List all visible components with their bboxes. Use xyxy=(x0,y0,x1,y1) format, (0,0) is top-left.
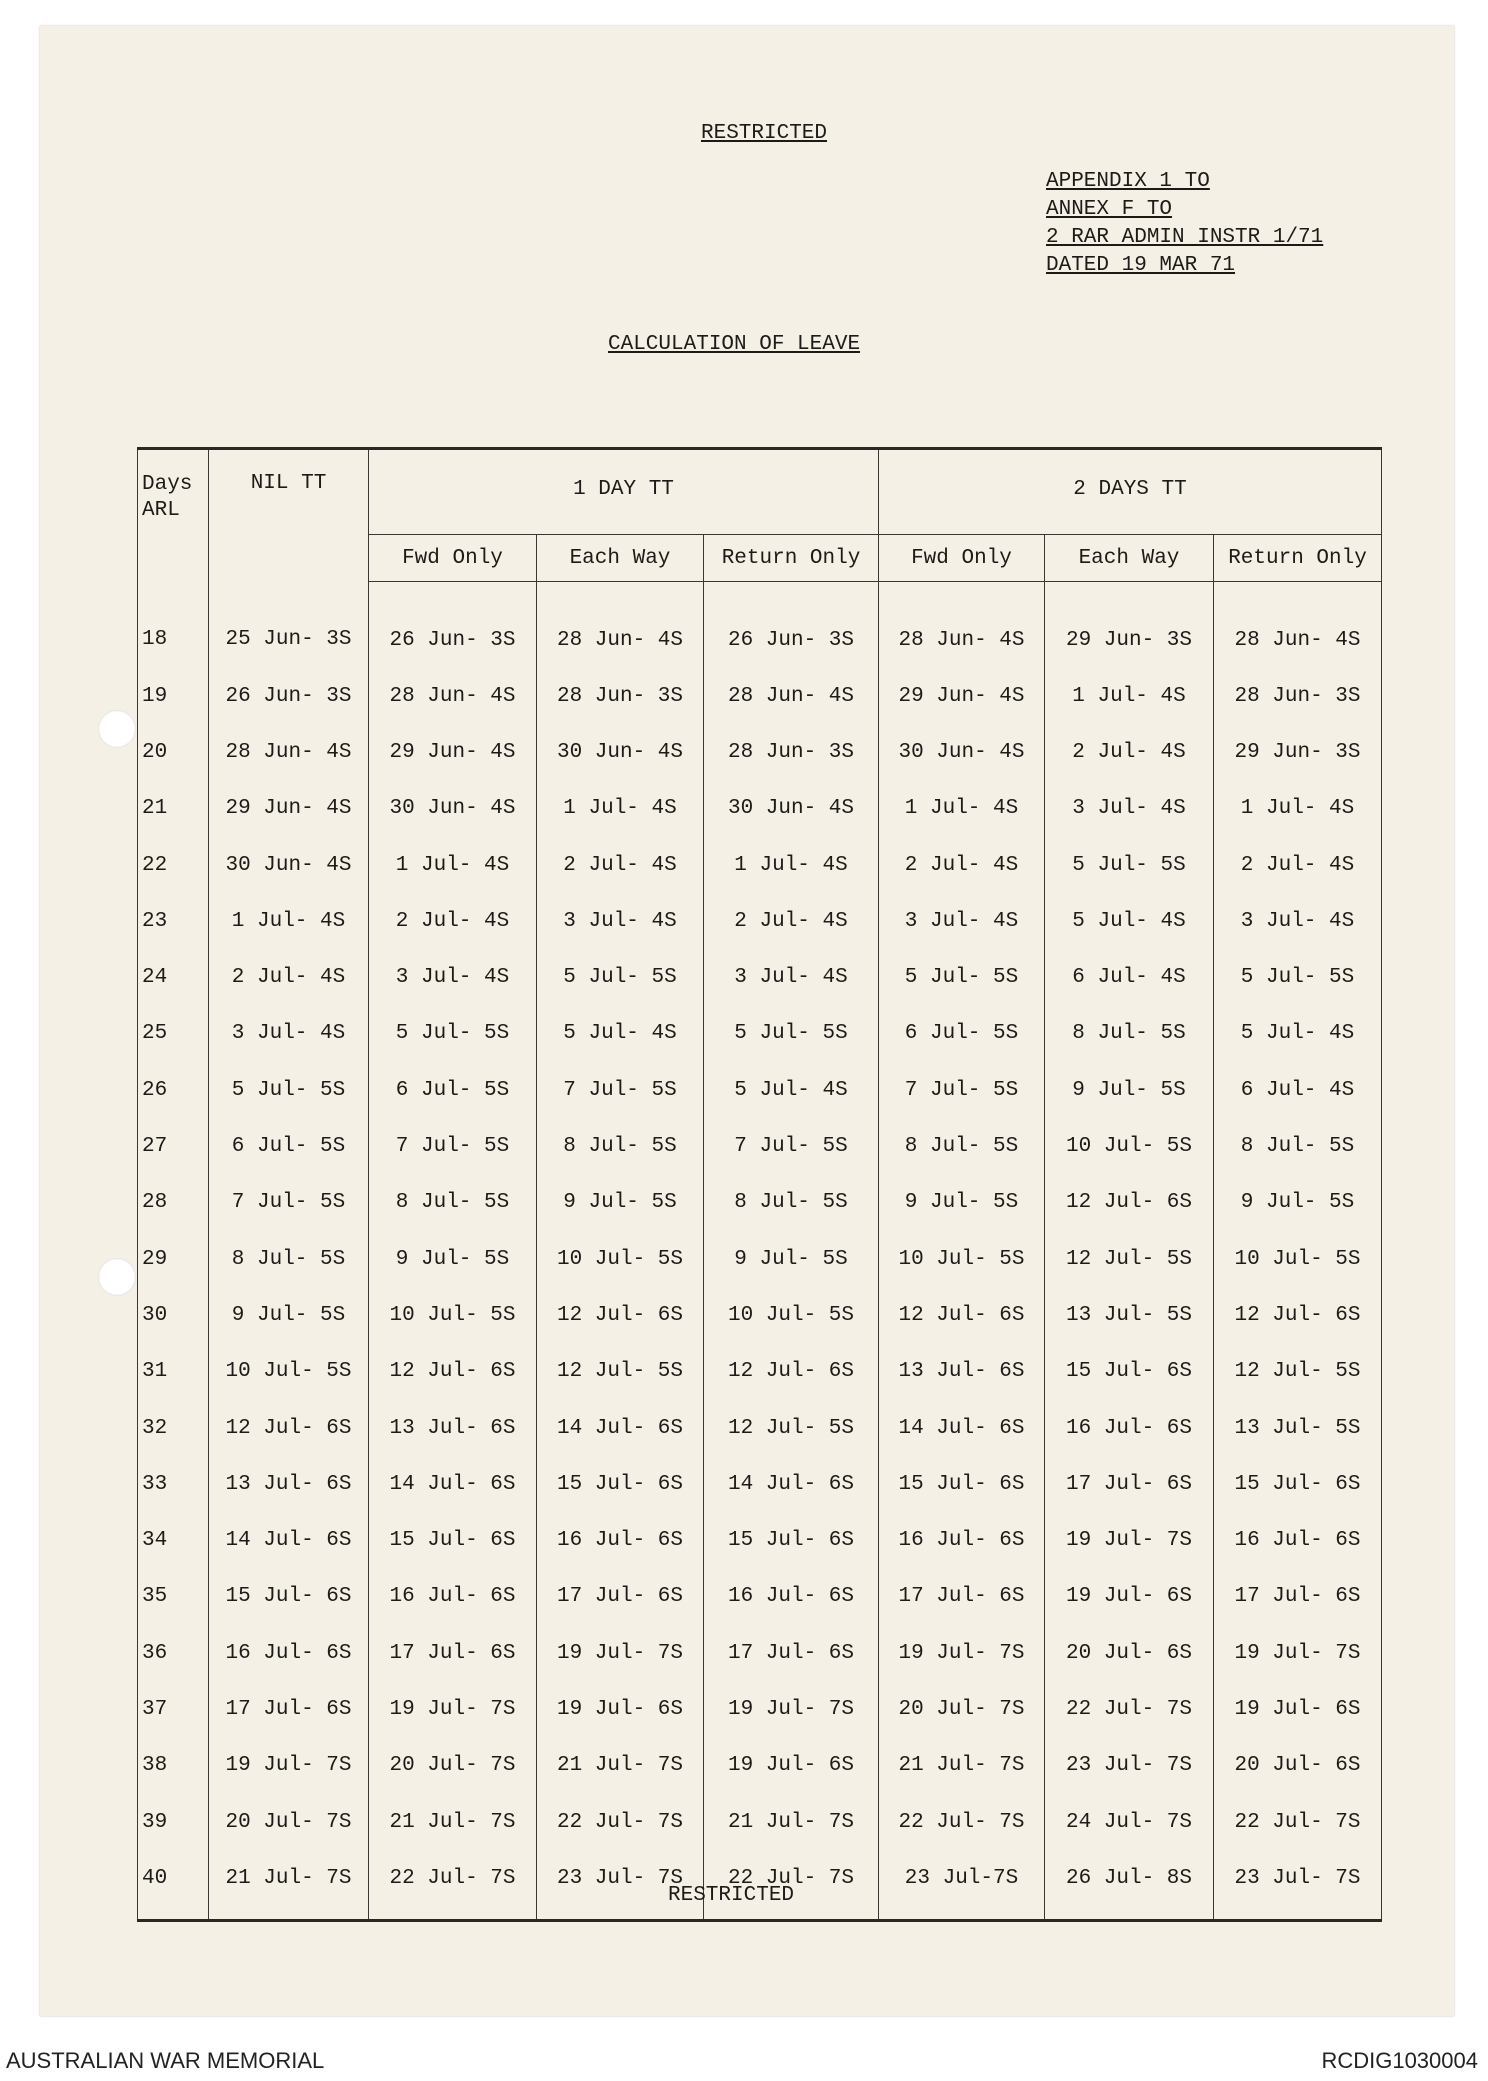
reference-line: 2 RAR ADMIN INSTR 1/71 xyxy=(1046,226,1324,249)
return-date-cell: 12 Jul- 6S xyxy=(879,1287,1045,1343)
return-date-cell: 3 Jul- 4S xyxy=(209,1006,369,1062)
return-date-cell: 13 Jul- 6S xyxy=(209,1456,369,1512)
table-row xyxy=(138,1400,1382,1456)
subheader-return-only: Return Only xyxy=(1214,535,1382,582)
return-date-cell: 1 Jul- 4S xyxy=(1045,668,1214,724)
return-date-cell: 16 Jul- 6S xyxy=(537,1512,704,1568)
days-arl-cell: 31 xyxy=(138,1344,209,1400)
return-date-cell: 7 Jul- 5S xyxy=(537,1062,704,1118)
header-nil-tt: NIL TT xyxy=(209,449,369,582)
return-date-cell: 9 Jul- 5S xyxy=(537,1175,704,1231)
days-arl-cell: 22 xyxy=(138,837,209,893)
table-row xyxy=(138,582,1382,669)
return-date-cell: 1 Jul- 4S xyxy=(369,837,537,893)
table-row xyxy=(138,781,1382,837)
days-arl-cell: 30 xyxy=(138,1287,209,1343)
return-date-cell: 17 Jul- 6S xyxy=(704,1625,879,1681)
return-date-cell: 28 Jun- 3S xyxy=(704,724,879,780)
table-row xyxy=(138,1512,1382,1568)
return-date-cell: 26 Jul- 8S xyxy=(1045,1850,1214,1920)
return-date-cell: 26 Jun- 3S xyxy=(209,668,369,724)
return-date-cell: 17 Jul- 6S xyxy=(209,1681,369,1737)
return-date-cell: 7 Jul- 5S xyxy=(369,1118,537,1174)
days-arl-cell: 32 xyxy=(138,1400,209,1456)
table-row xyxy=(138,1569,1382,1625)
return-date-cell: 2 Jul- 4S xyxy=(209,949,369,1005)
reference-line: ANNEX F TO xyxy=(1046,198,1173,221)
return-date-cell: 5 Jul- 5S xyxy=(537,949,704,1005)
return-date-cell: 9 Jul- 5S xyxy=(1045,1062,1214,1118)
return-date-cell: 3 Jul- 4S xyxy=(537,893,704,949)
return-date-cell: 20 Jul- 7S xyxy=(209,1794,369,1850)
return-date-cell: 22 Jul- 7S xyxy=(537,1794,704,1850)
return-date-cell: 9 Jul- 5S xyxy=(879,1175,1045,1231)
return-date-cell: 8 Jul- 5S xyxy=(537,1118,704,1174)
return-date-cell: 17 Jul- 6S xyxy=(879,1569,1045,1625)
return-date-cell: 9 Jul- 5S xyxy=(369,1231,537,1287)
return-date-cell: 24 Jul- 7S xyxy=(1045,1794,1214,1850)
days-arl-cell: 34 xyxy=(138,1512,209,1568)
table-row xyxy=(138,1738,1382,1794)
return-date-cell: 6 Jul- 5S xyxy=(879,1006,1045,1062)
subheader-return-only: Return Only xyxy=(704,535,879,582)
return-date-cell: 10 Jul- 5S xyxy=(879,1231,1045,1287)
return-date-cell: 20 Jul- 6S xyxy=(1045,1625,1214,1681)
return-date-cell: 28 Jun- 4S xyxy=(879,582,1045,669)
return-date-cell: 14 Jul- 6S xyxy=(879,1400,1045,1456)
days-arl-cell: 37 xyxy=(138,1681,209,1737)
return-date-cell: 22 Jul- 7S xyxy=(1214,1794,1382,1850)
return-date-cell: 19 Jul- 7S xyxy=(537,1625,704,1681)
header-days-arl: Days ARL xyxy=(138,449,209,582)
return-date-cell: 2 Jul- 4S xyxy=(369,893,537,949)
return-date-cell: 15 Jul- 6S xyxy=(369,1512,537,1568)
return-date-cell: 3 Jul- 4S xyxy=(1045,781,1214,837)
return-date-cell: 14 Jul- 6S xyxy=(537,1400,704,1456)
days-arl-cell: 29 xyxy=(138,1231,209,1287)
return-date-cell: 9 Jul- 5S xyxy=(704,1231,879,1287)
return-date-cell: 5 Jul- 5S xyxy=(209,1062,369,1118)
return-date-cell: 5 Jul- 5S xyxy=(704,1006,879,1062)
return-date-cell: 10 Jul- 5S xyxy=(537,1231,704,1287)
return-date-cell: 1 Jul- 4S xyxy=(1214,781,1382,837)
return-date-cell: 12 Jul- 6S xyxy=(1045,1175,1214,1231)
return-date-cell: 10 Jul- 5S xyxy=(1045,1118,1214,1174)
punch-hole xyxy=(98,710,136,748)
return-date-cell: 8 Jul- 5S xyxy=(1045,1006,1214,1062)
days-arl-cell: 20 xyxy=(138,724,209,780)
days-arl-cell: 38 xyxy=(138,1738,209,1794)
return-date-cell: 3 Jul- 4S xyxy=(704,949,879,1005)
days-arl-cell: 35 xyxy=(138,1569,209,1625)
return-date-cell: 19 Jul- 7S xyxy=(1214,1625,1382,1681)
return-date-cell: 19 Jul- 7S xyxy=(209,1738,369,1794)
return-date-cell: 13 Jul- 6S xyxy=(369,1400,537,1456)
return-date-cell: 19 Jul- 7S xyxy=(704,1681,879,1737)
return-date-cell: 15 Jul- 6S xyxy=(537,1456,704,1512)
return-date-cell: 6 Jul- 4S xyxy=(1214,1062,1382,1118)
return-date-cell: 28 Jun- 3S xyxy=(1214,668,1382,724)
return-date-cell: 10 Jul- 5S xyxy=(704,1287,879,1343)
return-date-cell: 2 Jul- 4S xyxy=(1214,837,1382,893)
return-date-cell: 19 Jul- 7S xyxy=(1045,1512,1214,1568)
return-date-cell: 15 Jul- 6S xyxy=(1045,1344,1214,1400)
return-date-cell: 1 Jul- 4S xyxy=(537,781,704,837)
table-row xyxy=(138,1344,1382,1400)
return-date-cell: 17 Jul- 6S xyxy=(369,1625,537,1681)
days-arl-cell: 24 xyxy=(138,949,209,1005)
return-date-cell: 19 Jul- 7S xyxy=(879,1625,1045,1681)
return-date-cell: 16 Jul- 6S xyxy=(1045,1400,1214,1456)
return-date-cell: 30 Jun- 4S xyxy=(704,781,879,837)
return-date-cell: 12 Jul- 6S xyxy=(369,1344,537,1400)
return-date-cell: 12 Jul- 5S xyxy=(1045,1231,1214,1287)
return-date-cell: 8 Jul- 5S xyxy=(369,1175,537,1231)
return-date-cell: 28 Jun- 4S xyxy=(369,668,537,724)
return-date-cell: 5 Jul- 5S xyxy=(369,1006,537,1062)
return-date-cell: 19 Jul- 6S xyxy=(1045,1569,1214,1625)
return-date-cell: 17 Jul- 6S xyxy=(1214,1569,1382,1625)
subheader-each-way: Each Way xyxy=(1045,535,1214,582)
days-arl-cell: 40 xyxy=(138,1850,209,1920)
return-date-cell: 15 Jul- 6S xyxy=(1214,1456,1382,1512)
return-date-cell: 16 Jul- 6S xyxy=(879,1512,1045,1568)
return-date-cell: 23 Jul-7S xyxy=(879,1850,1045,1920)
return-date-cell: 9 Jul- 5S xyxy=(209,1287,369,1343)
days-arl-cell: 28 xyxy=(138,1175,209,1231)
return-date-cell: 12 Jul- 6S xyxy=(704,1344,879,1400)
return-date-cell: 8 Jul- 5S xyxy=(879,1118,1045,1174)
table-row xyxy=(138,1625,1382,1681)
return-date-cell: 19 Jul- 6S xyxy=(537,1681,704,1737)
return-date-cell: 2 Jul- 4S xyxy=(1045,724,1214,780)
return-date-cell: 6 Jul- 5S xyxy=(369,1062,537,1118)
return-date-cell: 22 Jul- 7S xyxy=(369,1850,537,1920)
return-date-cell: 30 Jun- 4S xyxy=(537,724,704,780)
return-date-cell: 8 Jul- 5S xyxy=(704,1175,879,1231)
return-date-cell: 12 Jul- 5S xyxy=(704,1400,879,1456)
return-date-cell: 9 Jul- 5S xyxy=(1214,1175,1382,1231)
return-date-cell: 3 Jul- 4S xyxy=(879,893,1045,949)
days-arl-cell: 25 xyxy=(138,1006,209,1062)
table-row xyxy=(138,1456,1382,1512)
days-arl-cell: 19 xyxy=(138,668,209,724)
return-date-cell: 13 Jul- 5S xyxy=(1045,1287,1214,1343)
return-date-cell: 14 Jul- 6S xyxy=(704,1456,879,1512)
classification-top xyxy=(0,122,1488,145)
days-arl-cell: 26 xyxy=(138,1062,209,1118)
return-date-cell: 16 Jul- 6S xyxy=(704,1569,879,1625)
return-date-cell: 28 Jun- 4S xyxy=(704,668,879,724)
return-date-cell: 2 Jul- 4S xyxy=(879,837,1045,893)
return-date-cell: 6 Jul- 4S xyxy=(1045,949,1214,1005)
return-date-cell: 16 Jul- 6S xyxy=(209,1625,369,1681)
subheader-fwd-only: Fwd Only xyxy=(879,535,1045,582)
return-date-cell: 5 Jul- 4S xyxy=(1214,1006,1382,1062)
return-date-cell: 29 Jun- 4S xyxy=(879,668,1045,724)
return-date-cell: 29 Jun- 4S xyxy=(209,781,369,837)
return-date-cell: 5 Jul- 5S xyxy=(1045,837,1214,893)
header-2-days-tt: 2 DAYS TT xyxy=(879,449,1382,535)
reference-line: DATED 19 MAR 71 xyxy=(1046,254,1236,277)
return-date-cell: 13 Jul- 6S xyxy=(879,1344,1045,1400)
document-title: CALCULATION OF LEAVE xyxy=(608,333,861,356)
return-date-cell: 2 Jul- 4S xyxy=(537,837,704,893)
return-date-cell: 19 Jul- 6S xyxy=(704,1738,879,1794)
return-date-cell: 30 Jun- 4S xyxy=(879,724,1045,780)
return-date-cell: 19 Jul- 7S xyxy=(369,1681,537,1737)
return-date-cell: 20 Jul- 7S xyxy=(369,1738,537,1794)
return-date-cell: 28 Jun- 3S xyxy=(537,668,704,724)
return-date-cell: 22 Jul- 7S xyxy=(704,1850,879,1920)
return-date-cell: 1 Jul- 4S xyxy=(209,893,369,949)
return-date-cell: 3 Jul- 4S xyxy=(369,949,537,1005)
return-date-cell: 21 Jul- 7S xyxy=(879,1738,1045,1794)
punch-hole xyxy=(98,1258,136,1296)
table-row xyxy=(138,1175,1382,1231)
return-date-cell: 3 Jul- 4S xyxy=(1214,893,1382,949)
return-date-cell: 28 Jun- 4S xyxy=(537,582,704,669)
table-row xyxy=(138,1681,1382,1737)
return-date-cell: 20 Jul- 6S xyxy=(1214,1738,1382,1794)
table-row xyxy=(138,837,1382,893)
record-id: RCDIG1030004 xyxy=(1321,2048,1478,2073)
return-date-cell: 1 Jul- 4S xyxy=(879,781,1045,837)
days-arl-cell: 33 xyxy=(138,1456,209,1512)
return-date-cell: 7 Jul- 5S xyxy=(879,1062,1045,1118)
return-date-cell: 30 Jun- 4S xyxy=(209,837,369,893)
return-date-cell: 5 Jul- 4S xyxy=(537,1006,704,1062)
return-date-cell: 15 Jul- 6S xyxy=(209,1569,369,1625)
return-date-cell: 13 Jul- 5S xyxy=(1214,1400,1382,1456)
leave-table xyxy=(137,447,1382,1922)
return-date-cell: 5 Jul- 5S xyxy=(1214,949,1382,1005)
return-date-cell: 25 Jun- 3S xyxy=(209,582,369,669)
return-date-cell: 8 Jul- 5S xyxy=(209,1231,369,1287)
return-date-cell: 12 Jul- 6S xyxy=(1214,1287,1382,1343)
return-date-cell: 16 Jul- 6S xyxy=(369,1569,537,1625)
return-date-cell: 23 Jul- 7S xyxy=(1045,1738,1214,1794)
return-date-cell: 5 Jul- 5S xyxy=(879,949,1045,1005)
return-date-cell: 28 Jun- 4S xyxy=(209,724,369,780)
return-date-cell: 19 Jul- 6S xyxy=(1214,1681,1382,1737)
return-date-cell: 12 Jul- 5S xyxy=(1214,1344,1382,1400)
return-date-cell: 23 Jul- 7S xyxy=(537,1850,704,1920)
return-date-cell: 14 Jul- 6S xyxy=(369,1456,537,1512)
table-row xyxy=(138,893,1382,949)
archive-credit: AUSTRALIAN WAR MEMORIAL xyxy=(6,2048,325,2073)
return-date-cell: 10 Jul- 5S xyxy=(209,1344,369,1400)
days-arl-cell: 21 xyxy=(138,781,209,837)
return-date-cell: 10 Jul- 5S xyxy=(369,1287,537,1343)
return-date-cell: 12 Jul- 5S xyxy=(537,1344,704,1400)
reference-line: APPENDIX 1 TO xyxy=(1046,170,1210,193)
return-date-cell: 7 Jul- 5S xyxy=(209,1175,369,1231)
table-row xyxy=(138,668,1382,724)
return-date-cell: 5 Jul- 4S xyxy=(704,1062,879,1118)
return-date-cell: 15 Jul- 6S xyxy=(879,1456,1045,1512)
return-date-cell: 26 Jun- 3S xyxy=(369,582,537,669)
return-date-cell: 29 Jun- 3S xyxy=(1214,724,1382,780)
return-date-cell: 1 Jul- 4S xyxy=(704,837,879,893)
days-arl-cell: 27 xyxy=(138,1118,209,1174)
return-date-cell: 14 Jul- 6S xyxy=(209,1512,369,1568)
header-1-day-tt: 1 DAY TT xyxy=(369,449,879,535)
return-date-cell: 29 Jun- 4S xyxy=(369,724,537,780)
days-arl-cell: 18 xyxy=(138,582,209,669)
return-date-cell: 7 Jul- 5S xyxy=(704,1118,879,1174)
table-row xyxy=(138,1062,1382,1118)
classification-label: RESTRICTED xyxy=(700,122,828,145)
return-date-cell: 26 Jun- 3S xyxy=(704,582,879,669)
return-date-cell: 21 Jul- 7S xyxy=(209,1850,369,1920)
return-date-cell: 21 Jul- 7S xyxy=(537,1738,704,1794)
return-date-cell: 21 Jul- 7S xyxy=(704,1794,879,1850)
return-date-cell: 30 Jun- 4S xyxy=(369,781,537,837)
return-date-cell: 20 Jul- 7S xyxy=(879,1681,1045,1737)
table-row xyxy=(138,1231,1382,1287)
table-body xyxy=(138,582,1382,1921)
return-date-cell: 28 Jun- 4S xyxy=(1214,582,1382,669)
table-row xyxy=(138,1118,1382,1174)
days-arl-cell: 23 xyxy=(138,893,209,949)
return-date-cell: 15 Jul- 6S xyxy=(704,1512,879,1568)
return-date-cell: 29 Jun- 3S xyxy=(1045,582,1214,669)
table-row xyxy=(138,1794,1382,1850)
return-date-cell: 22 Jul- 7S xyxy=(879,1794,1045,1850)
return-date-cell: 23 Jul- 7S xyxy=(1214,1850,1382,1920)
table-row xyxy=(138,949,1382,1005)
subheader-fwd-only: Fwd Only xyxy=(369,535,537,582)
return-date-cell: 17 Jul- 6S xyxy=(537,1569,704,1625)
table-row xyxy=(138,1287,1382,1343)
reference-block xyxy=(1046,168,1323,280)
return-date-cell: 2 Jul- 4S xyxy=(704,893,879,949)
days-arl-cell: 36 xyxy=(138,1625,209,1681)
table-row xyxy=(138,1006,1382,1062)
return-date-cell: 5 Jul- 4S xyxy=(1045,893,1214,949)
return-date-cell: 10 Jul- 5S xyxy=(1214,1231,1382,1287)
return-date-cell: 12 Jul- 6S xyxy=(537,1287,704,1343)
return-date-cell: 16 Jul- 6S xyxy=(1214,1512,1382,1568)
days-arl-cell: 39 xyxy=(138,1794,209,1850)
classification-bottom: RESTRICTED xyxy=(668,1884,795,1907)
return-date-cell: 21 Jul- 7S xyxy=(369,1794,537,1850)
return-date-cell: 12 Jul- 6S xyxy=(209,1400,369,1456)
return-date-cell: 22 Jul- 7S xyxy=(1045,1681,1214,1737)
subheader-each-way: Each Way xyxy=(537,535,704,582)
return-date-cell: 6 Jul- 5S xyxy=(209,1118,369,1174)
return-date-cell: 17 Jul- 6S xyxy=(1045,1456,1214,1512)
return-date-cell: 8 Jul- 5S xyxy=(1214,1118,1382,1174)
table-row xyxy=(138,724,1382,780)
